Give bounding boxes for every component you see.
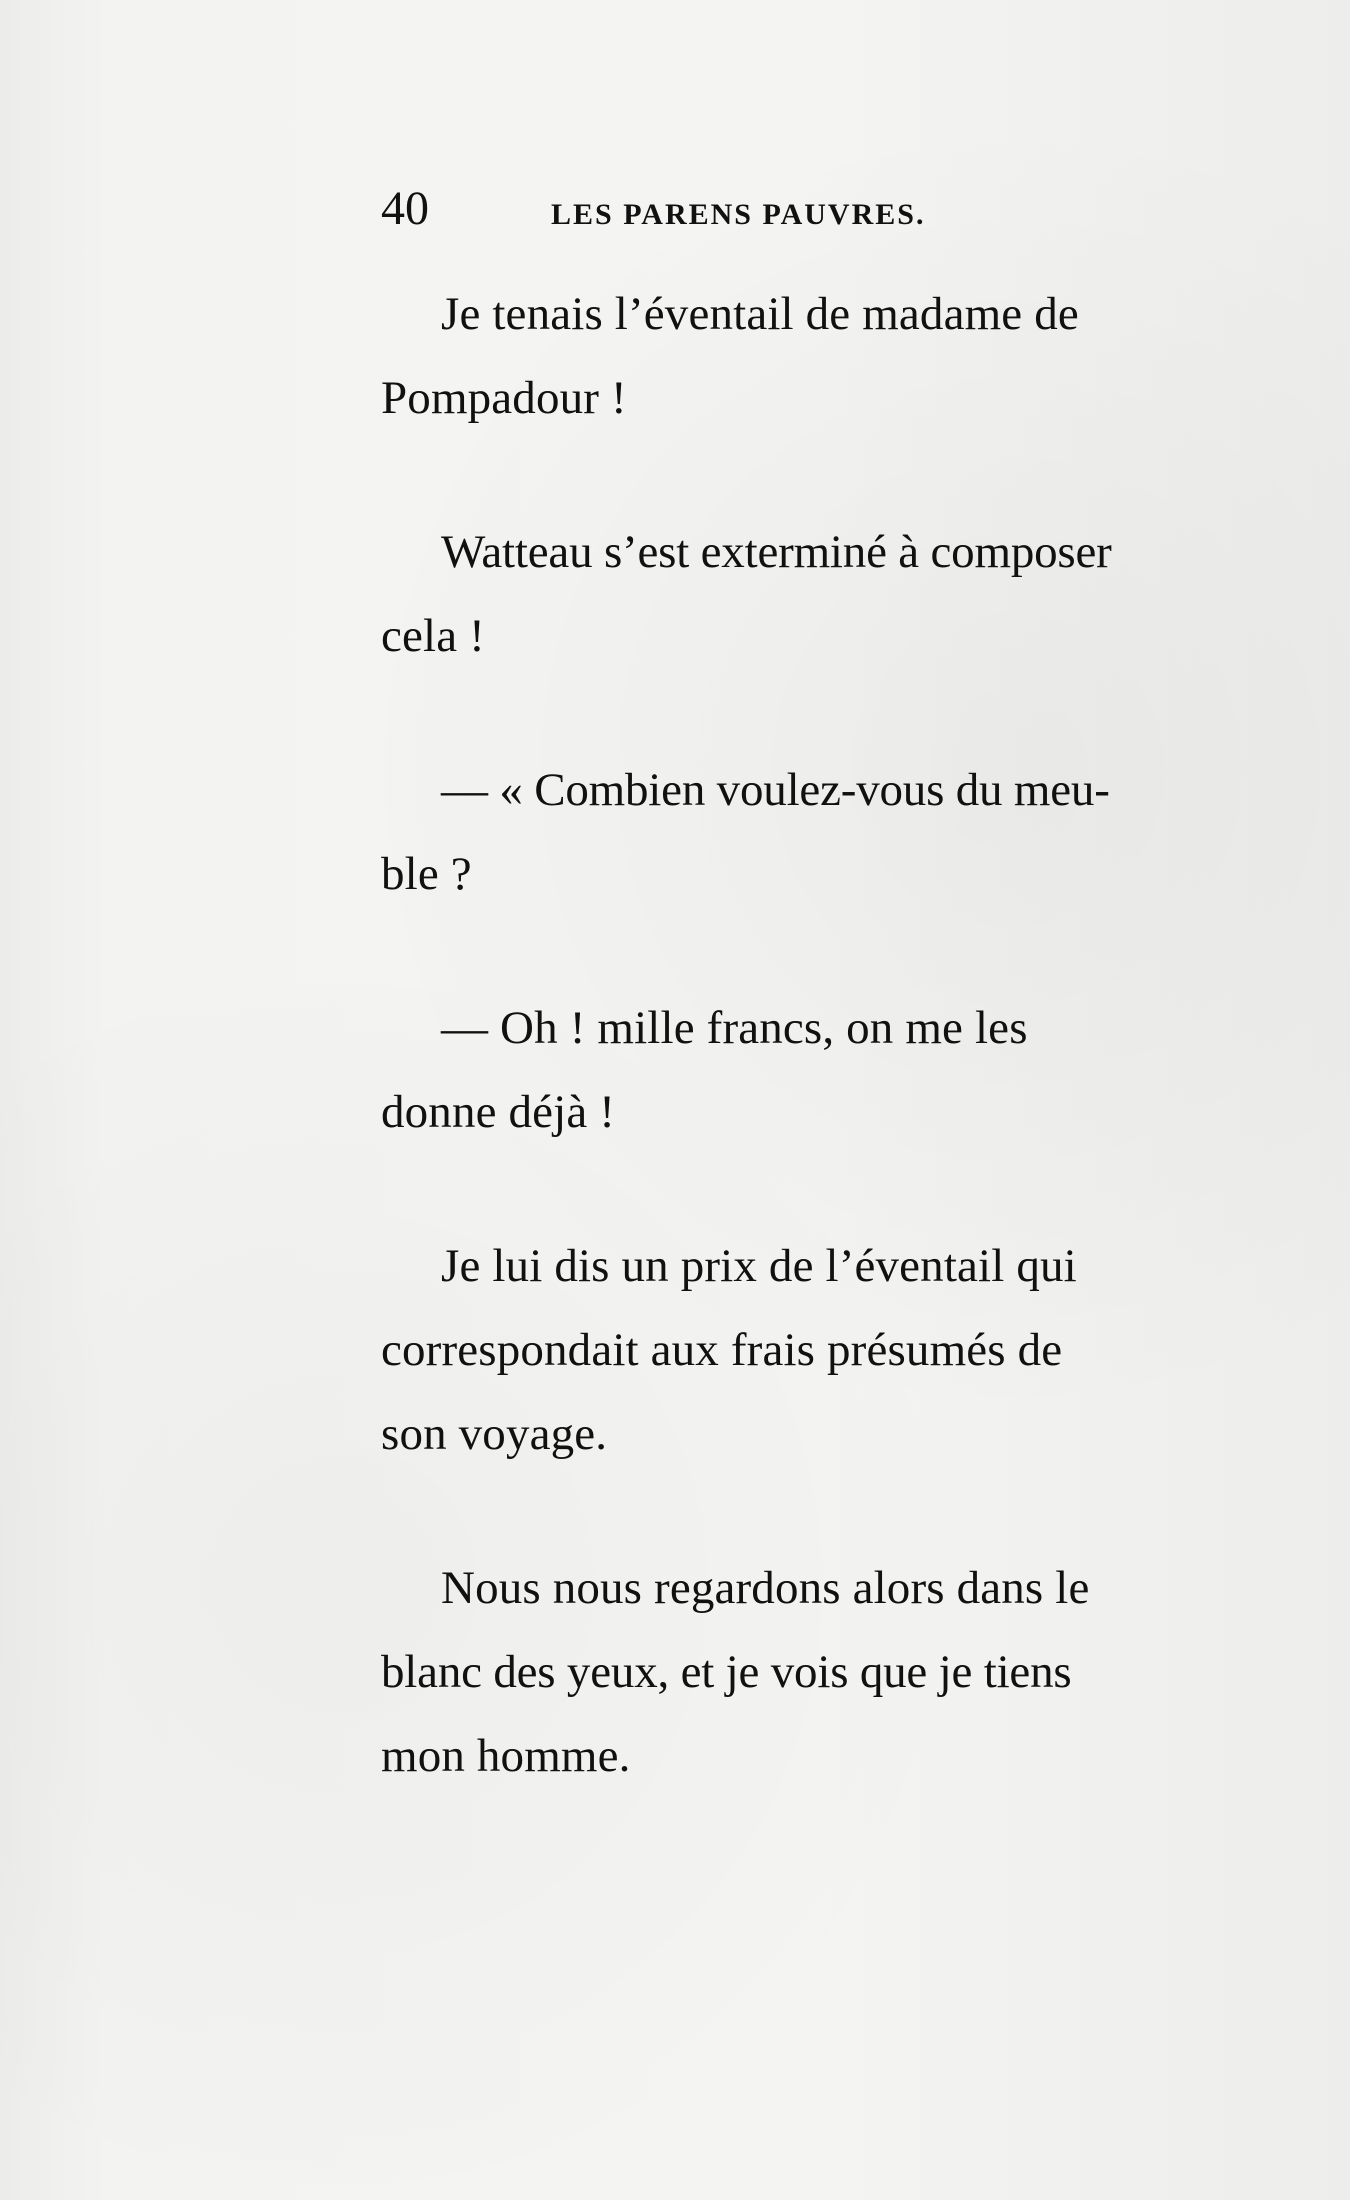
text-line: — Oh ! mille francs, on me les bbox=[441, 1002, 1028, 1054]
paragraph bbox=[381, 510, 1259, 678]
text-line: correspondait aux frais présumés de bbox=[381, 1324, 1063, 1376]
page-text bbox=[381, 272, 1259, 1868]
text-line: Je tenais l’éventail de madame de bbox=[441, 288, 1079, 340]
text-line: son voyage. bbox=[381, 1408, 608, 1460]
paragraph bbox=[381, 986, 1259, 1154]
page-header bbox=[381, 182, 1057, 236]
text-line: ble ? bbox=[381, 848, 472, 900]
running-head: LES PARENS PAUVRES. bbox=[551, 198, 926, 231]
text-line: Je lui dis un prix de l’éventail qui bbox=[441, 1240, 1077, 1292]
text-line: Watteau s’est exterminé à composer bbox=[441, 526, 1112, 578]
text-line: — « Combien voulez-vous du meu- bbox=[441, 764, 1110, 816]
page-number: 40 bbox=[381, 182, 429, 235]
text-line: mon homme. bbox=[381, 1730, 631, 1782]
text-line: cela ! bbox=[381, 610, 485, 662]
paragraph bbox=[381, 748, 1259, 916]
text-line: Nous nous regardons alors dans le bbox=[441, 1562, 1090, 1614]
text-line: donne déjà ! bbox=[381, 1086, 616, 1138]
paragraph bbox=[381, 272, 1259, 440]
text-line: Pompadour ! bbox=[381, 372, 627, 424]
paragraph bbox=[381, 1224, 1259, 1476]
paragraph bbox=[381, 1546, 1259, 1798]
text-line: blanc des yeux, et je vois que je tiens bbox=[381, 1646, 1072, 1698]
